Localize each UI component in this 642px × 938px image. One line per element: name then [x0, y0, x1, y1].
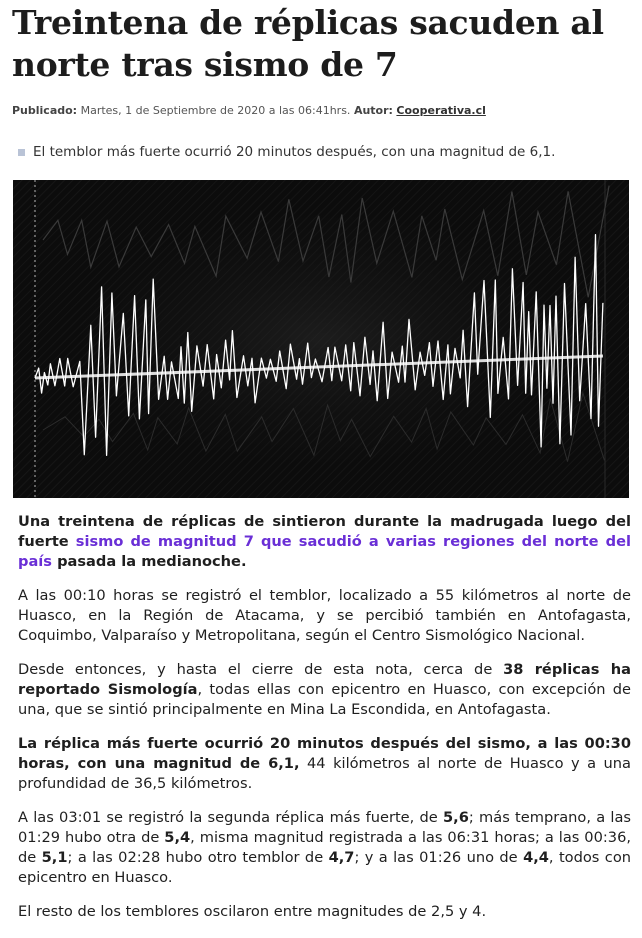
author-label: Autor: — [353, 104, 393, 117]
p4-text: 44 kilómetros al norte de Huasco y a una profundidad de 36,5 kilómetros. — [18, 755, 631, 792]
source-link[interactable]: Cooperativa.cl — [396, 104, 486, 117]
paragraph-5 — [18, 808, 631, 888]
magnitude-3: 5,1 — [41, 849, 68, 866]
published-label: Publicado: — [12, 104, 78, 117]
p3-bold: 38 réplicas ha reportado Sismología — [18, 661, 631, 698]
hero-image — [13, 180, 629, 498]
p5-text-5: ; y a las 01:26 uno de — [354, 849, 524, 866]
article-title: Treintena de réplicas sacuden al norte tras sismo de 7 — [12, 3, 604, 84]
magnitude-4: 4,7 — [328, 849, 355, 866]
summary-text: El temblor más fuerte ocurrió 20 minutos después, con una magnitud de 6,1. — [33, 144, 556, 160]
paragraph-3 — [18, 660, 631, 720]
byline — [12, 104, 486, 117]
publish-date: Martes, 1 de Septiembre de 2020 a las 06:41hrs. — [80, 104, 351, 117]
p5-text-2: ; más temprano, a las 01:29 hubo otra de — [18, 809, 631, 846]
p5-text-1: A las 03:01 se registró la segunda réplica más fuerte, de — [18, 809, 444, 826]
seismograph-waveform-image — [13, 180, 629, 498]
p4-bold: La réplica más fuerte ocurrió 20 minutos después del sismo, a las 00:30 horas, con una magnitud de 6,1, — [18, 735, 631, 772]
p3-text: Desde entonces, y hasta el cierre de esta nota, cerca de — [18, 661, 504, 678]
article-body — [18, 512, 631, 936]
paragraph-6: El resto de los temblores oscilaron entre magnitudes de 2,5 y 4. — [18, 903, 487, 920]
magnitude-5: 4,4 — [523, 849, 549, 866]
lead-text: Una treintena de réplicas de sintieron durante la madrugada luego del fuerte — [18, 513, 631, 550]
paragraph-2: A las 00:10 horas se registró el temblor, localizado a 55 kilómetros al norte de Huasco, en la Región de Atacama, y se percibió también en Antofagasta, Coquimbo, Valparaíso y Metropolitana, según el Centro Sismológico Nacional. — [18, 587, 631, 644]
p3-text-end: , todas ellas con epicentro en Huasco, con excepción de una, que se sintió principalmente en Mina La Escondida, en Antofagasta. — [18, 681, 631, 718]
bullet-square-icon — [18, 149, 25, 156]
paragraph-4 — [18, 734, 631, 794]
p5-text-6: , todos con epicentro en Huasco. — [18, 849, 632, 886]
related-article-link[interactable]: sismo de magnitud 7 que sacudió a varias regiones del norte del país — [18, 533, 631, 570]
p5-text-3: , misma magnitud registrada a las 06:31 horas; a las 00:36, de — [18, 829, 631, 866]
paragraph-lead — [18, 512, 631, 572]
lead-text-end: pasada la medianoche. — [51, 553, 247, 570]
magnitude-2: 5,4 — [164, 829, 191, 846]
p5-text-4: ; a las 02:28 hubo otro temblor de — [67, 849, 329, 866]
summary-bullet — [18, 144, 555, 160]
magnitude-1: 5,6 — [443, 809, 469, 826]
